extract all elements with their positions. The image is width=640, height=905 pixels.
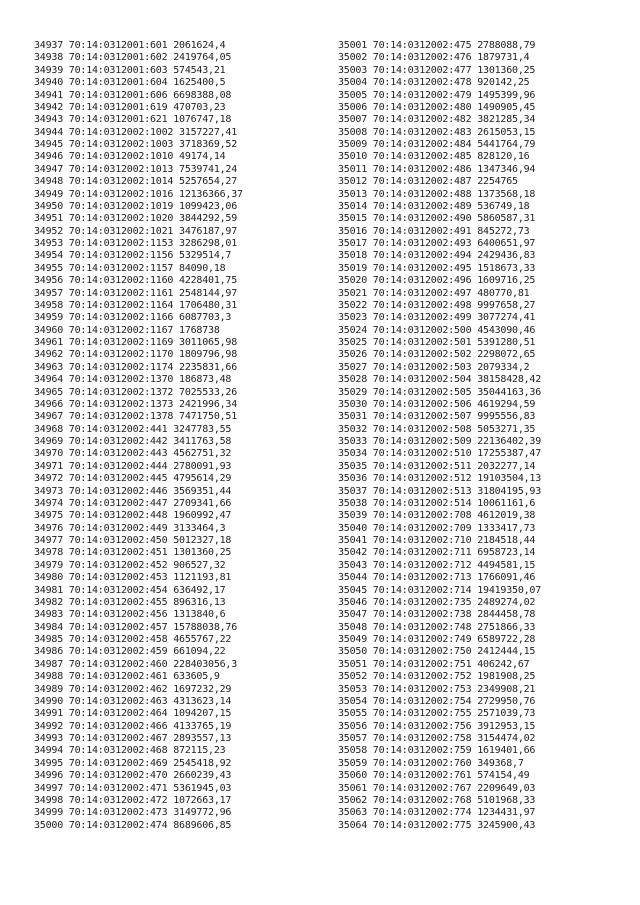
data-row: 34953 70:14:0312002:1153 3286298,01 xyxy=(34,238,238,249)
data-row: 34991 70:14:0312002:464 1094207,15 xyxy=(34,708,232,720)
data-row: 34952 70:14:0312002:1021 3476187,97 xyxy=(34,225,238,237)
data-row: 35052 70:14:0312002:752 1981908,25 xyxy=(338,671,536,683)
data-row: 35020 70:14:0312002:496 1609716,25 xyxy=(338,275,536,287)
data-row: 34938 70:14:0312001:602 2419764,05 xyxy=(34,52,232,64)
data-row: 35016 70:14:0312002:491 845272,73 xyxy=(338,225,530,237)
data-row: 34948 70:14:0312002:1014 5257654,27 xyxy=(34,176,238,188)
data-row: 35058 70:14:0312002:759 1619401,66 xyxy=(338,745,536,757)
data-row: 35015 70:14:0312002:490 5860587,31 xyxy=(338,213,536,225)
data-row: 34997 70:14:0312002:471 5361945,03 xyxy=(34,782,232,794)
data-row: 34950 70:14:0312002:1019 1099423,06 xyxy=(34,200,238,212)
data-row: 35037 70:14:0312002:513 31804195,93 xyxy=(338,485,542,497)
data-row: 34982 70:14:0312002:455 896316,13 xyxy=(34,596,226,608)
data-row: 35011 70:14:0312002:486 1347346,94 xyxy=(338,163,536,175)
data-row: 35064 70:14:0312002:775 3245900,43 xyxy=(338,819,536,831)
data-row: 35008 70:14:0312002:483 2615053,15 xyxy=(338,126,536,138)
data-row: 34978 70:14:0312002:451 1301360,25 xyxy=(34,547,232,559)
left-column xyxy=(34,40,243,832)
data-row: 35030 70:14:0312002:506 4619294,59 xyxy=(338,398,536,410)
data-row: 35013 70:14:0312002:488 1373568,18 xyxy=(338,188,536,200)
data-row: 35005 70:14:0312002:479 1495399,96 xyxy=(338,89,536,101)
data-row: 34942 70:14:0312001:619 470703,23 xyxy=(34,101,226,113)
data-row: 34949 70:14:0312002:1016 12136366,37 xyxy=(34,188,243,200)
data-row: 34946 70:14:0312002:1010 49174,14 xyxy=(34,151,226,163)
data-row: 34974 70:14:0312002:447 2709341,66 xyxy=(34,497,232,509)
data-row: 35059 70:14:0312002:760 349368,7 xyxy=(338,757,524,769)
data-row: 35048 70:14:0312002:748 2751866,33 xyxy=(338,621,536,633)
data-row: 35027 70:14:0312002:503 2079334,2 xyxy=(338,361,530,373)
data-row: 34941 70:14:0312001:606 6698388,08 xyxy=(34,89,232,101)
data-row: 35002 70:14:0312002:476 1879731,4 xyxy=(338,52,530,64)
data-row: 35032 70:14:0312002:508 5053271,35 xyxy=(338,423,536,435)
data-row: 35021 70:14:0312002:497 480770,81 xyxy=(338,287,530,299)
data-row: 35042 70:14:0312002:711 6958723,14 xyxy=(338,547,536,559)
data-row: 34945 70:14:0312002:1003 3718369,52 xyxy=(34,139,238,150)
data-row: 35028 70:14:0312002:504 38158428,42 xyxy=(338,374,542,386)
data-row: 34963 70:14:0312002:1174 2235831,66 xyxy=(34,361,238,373)
data-row: 34992 70:14:0312002:466 4133765,19 xyxy=(34,720,232,732)
data-row: 35043 70:14:0312002:712 4494581,15 xyxy=(338,559,536,571)
data-row: 35006 70:14:0312002:480 1490905,45 xyxy=(338,101,536,113)
data-row: 35041 70:14:0312002:710 2184518,44 xyxy=(338,535,536,546)
data-row: 35029 70:14:0312002:505 35044163,36 xyxy=(338,386,542,398)
data-row: 34939 70:14:0312001:603 574543,21 xyxy=(34,64,226,76)
data-row: 34986 70:14:0312002:459 661094,22 xyxy=(34,646,226,658)
data-row: 34979 70:14:0312002:452 906527,32 xyxy=(34,559,226,571)
data-row: 35056 70:14:0312002:756 3912953,15 xyxy=(338,720,536,732)
data-row: 35000 70:14:0312002:474 8689606,85 xyxy=(34,819,232,831)
data-row: 35053 70:14:0312002:753 2349908,21 xyxy=(338,683,536,695)
data-row: 34951 70:14:0312002:1020 3844292,59 xyxy=(34,213,238,225)
data-row: 35034 70:14:0312002:510 17255387,47 xyxy=(338,448,542,460)
data-row: 34955 70:14:0312002:1157 84090,18 xyxy=(34,262,226,274)
data-row: 34971 70:14:0312002:444 2780091,93 xyxy=(34,460,232,472)
data-row: 35061 70:14:0312002:767 2209649,03 xyxy=(338,782,536,794)
data-row: 34965 70:14:0312002:1372 7025533,26 xyxy=(34,386,238,398)
data-row: 35035 70:14:0312002:511 2032277,14 xyxy=(338,460,536,472)
data-row: 34989 70:14:0312002:462 1697232,29 xyxy=(34,683,232,695)
data-row: 35060 70:14:0312002:761 574154,49 xyxy=(338,770,530,782)
data-row: 34968 70:14:0312002:441 3247783,55 xyxy=(34,423,232,435)
data-row: 35055 70:14:0312002:755 2571039,73 xyxy=(338,708,536,720)
data-row: 35003 70:14:0312002:477 1301360,25 xyxy=(338,64,536,76)
data-row: 35026 70:14:0312002:502 2298072,65 xyxy=(338,349,536,361)
data-row: 34972 70:14:0312002:445 4795614,29 xyxy=(34,473,232,485)
data-row: 34940 70:14:0312001:604 1625400,5 xyxy=(34,77,226,89)
data-row: 34981 70:14:0312002:454 636492,17 xyxy=(34,584,226,596)
data-row: 35040 70:14:0312002:709 1333417,73 xyxy=(338,522,536,534)
data-row: 34944 70:14:0312002:1002 3157227,41 xyxy=(34,126,238,138)
data-row: 34994 70:14:0312002:468 872115,23 xyxy=(34,745,226,757)
data-row: 34988 70:14:0312002:461 633605,9 xyxy=(34,671,220,683)
data-row: 34937 70:14:0312001:601 2061624,4 xyxy=(34,40,226,51)
data-row: 35057 70:14:0312002:758 3154474,02 xyxy=(338,733,536,744)
data-row: 34998 70:14:0312002:472 1072663,17 xyxy=(34,794,232,806)
data-row: 35044 70:14:0312002:713 1766091,46 xyxy=(338,572,536,584)
data-row: 35036 70:14:0312002:512 19103504,13 xyxy=(338,473,542,485)
data-row: 35050 70:14:0312002:750 2412444,15 xyxy=(338,646,536,658)
data-row: 34985 70:14:0312002:458 4655767,22 xyxy=(34,634,232,645)
data-row: 34964 70:14:0312002:1370 186873,48 xyxy=(34,374,232,386)
data-row: 34993 70:14:0312002:467 2893557,13 xyxy=(34,733,232,744)
data-row: 35039 70:14:0312002:708 4612019,38 xyxy=(338,510,536,522)
data-row: 35014 70:14:0312002:489 536749,18 xyxy=(338,200,530,212)
data-row: 34980 70:14:0312002:453 1121193,81 xyxy=(34,572,232,584)
data-row: 34987 70:14:0312002:460 228403056,3 xyxy=(34,658,238,670)
data-row: 35012 70:14:0312002:487 2254765 xyxy=(338,176,518,188)
data-row: 35038 70:14:0312002:514 10061161,6 xyxy=(338,497,536,509)
data-row: 35019 70:14:0312002:495 1518673,33 xyxy=(338,262,536,274)
data-row: 35046 70:14:0312002:735 2489274,02 xyxy=(338,596,536,608)
data-row: 34947 70:14:0312002:1013 7539741,24 xyxy=(34,163,238,175)
data-row: 34995 70:14:0312002:469 2545418,92 xyxy=(34,757,232,769)
data-row: 35025 70:14:0312002:501 5391280,51 xyxy=(338,337,536,348)
data-row: 34990 70:14:0312002:463 4313623,14 xyxy=(34,695,232,707)
data-row: 34961 70:14:0312002:1169 3011065,98 xyxy=(34,337,238,348)
data-row: 35033 70:14:0312002:509 22136402,39 xyxy=(338,436,542,447)
data-row: 34957 70:14:0312002:1161 2548144,97 xyxy=(34,287,238,299)
data-row: 35004 70:14:0312002:478 920142,25 xyxy=(338,77,530,89)
data-row: 34970 70:14:0312002:443 4562751,32 xyxy=(34,448,232,460)
data-row: 34956 70:14:0312002:1160 4228401,75 xyxy=(34,275,238,287)
data-row: 35031 70:14:0312002:507 9995556,83 xyxy=(338,411,536,423)
data-row: 35047 70:14:0312002:738 2844458,78 xyxy=(338,609,536,621)
right-column xyxy=(338,40,541,832)
data-row: 34984 70:14:0312002:457 15788038,76 xyxy=(34,621,238,633)
data-row: 35062 70:14:0312002:768 5101968,33 xyxy=(338,794,536,806)
data-row: 35022 70:14:0312002:498 9997658,27 xyxy=(338,299,536,311)
data-row: 34977 70:14:0312002:450 5012327,18 xyxy=(34,535,232,546)
data-row: 35054 70:14:0312002:754 2729950,76 xyxy=(338,695,536,707)
data-row: 34973 70:14:0312002:446 3569351,44 xyxy=(34,485,232,497)
data-row: 35017 70:14:0312002:493 6400651,97 xyxy=(338,238,536,249)
data-row: 34962 70:14:0312002:1170 1809796,98 xyxy=(34,349,238,361)
data-row: 34967 70:14:0312002:1378 7471750,51 xyxy=(34,411,238,423)
data-row: 34954 70:14:0312002:1156 5329514,7 xyxy=(34,250,232,262)
data-row: 34966 70:14:0312002:1373 2421996,34 xyxy=(34,398,238,410)
data-row: 34996 70:14:0312002:470 2660239,43 xyxy=(34,770,232,782)
data-row: 34969 70:14:0312002:442 3411763,58 xyxy=(34,436,232,447)
data-row: 34975 70:14:0312002:448 1960992,47 xyxy=(34,510,232,522)
data-row: 34999 70:14:0312002:473 3149772,96 xyxy=(34,807,232,819)
data-row: 35024 70:14:0312002:500 4543090,46 xyxy=(338,324,536,336)
data-row: 34983 70:14:0312002:456 1313840,6 xyxy=(34,609,226,621)
data-row: 35018 70:14:0312002:494 2429436,83 xyxy=(338,250,536,262)
data-row: 34943 70:14:0312001:621 1076747,18 xyxy=(34,114,232,126)
data-row: 35001 70:14:0312002:475 2788088,79 xyxy=(338,40,536,51)
data-row: 35051 70:14:0312002:751 406242,67 xyxy=(338,658,530,670)
data-row: 35045 70:14:0312002:714 19419350,07 xyxy=(338,584,542,596)
data-row: 34958 70:14:0312002:1164 1706480,31 xyxy=(34,299,238,311)
data-row: 35023 70:14:0312002:499 3077274,41 xyxy=(338,312,536,324)
data-row: 35007 70:14:0312002:482 3821285,34 xyxy=(338,114,536,126)
data-row: 34976 70:14:0312002:449 3133464,3 xyxy=(34,522,226,534)
data-row: 35010 70:14:0312002:485 828120,16 xyxy=(338,151,530,163)
data-row: 35009 70:14:0312002:484 5441764,79 xyxy=(338,139,536,150)
data-row: 35049 70:14:0312002:749 6589722,28 xyxy=(338,634,536,645)
data-row: 34960 70:14:0312002:1167 1768738 xyxy=(34,324,220,336)
data-row: 34959 70:14:0312002:1166 6087703,3 xyxy=(34,312,232,324)
data-row: 35063 70:14:0312002:774 1234431,97 xyxy=(338,807,536,819)
